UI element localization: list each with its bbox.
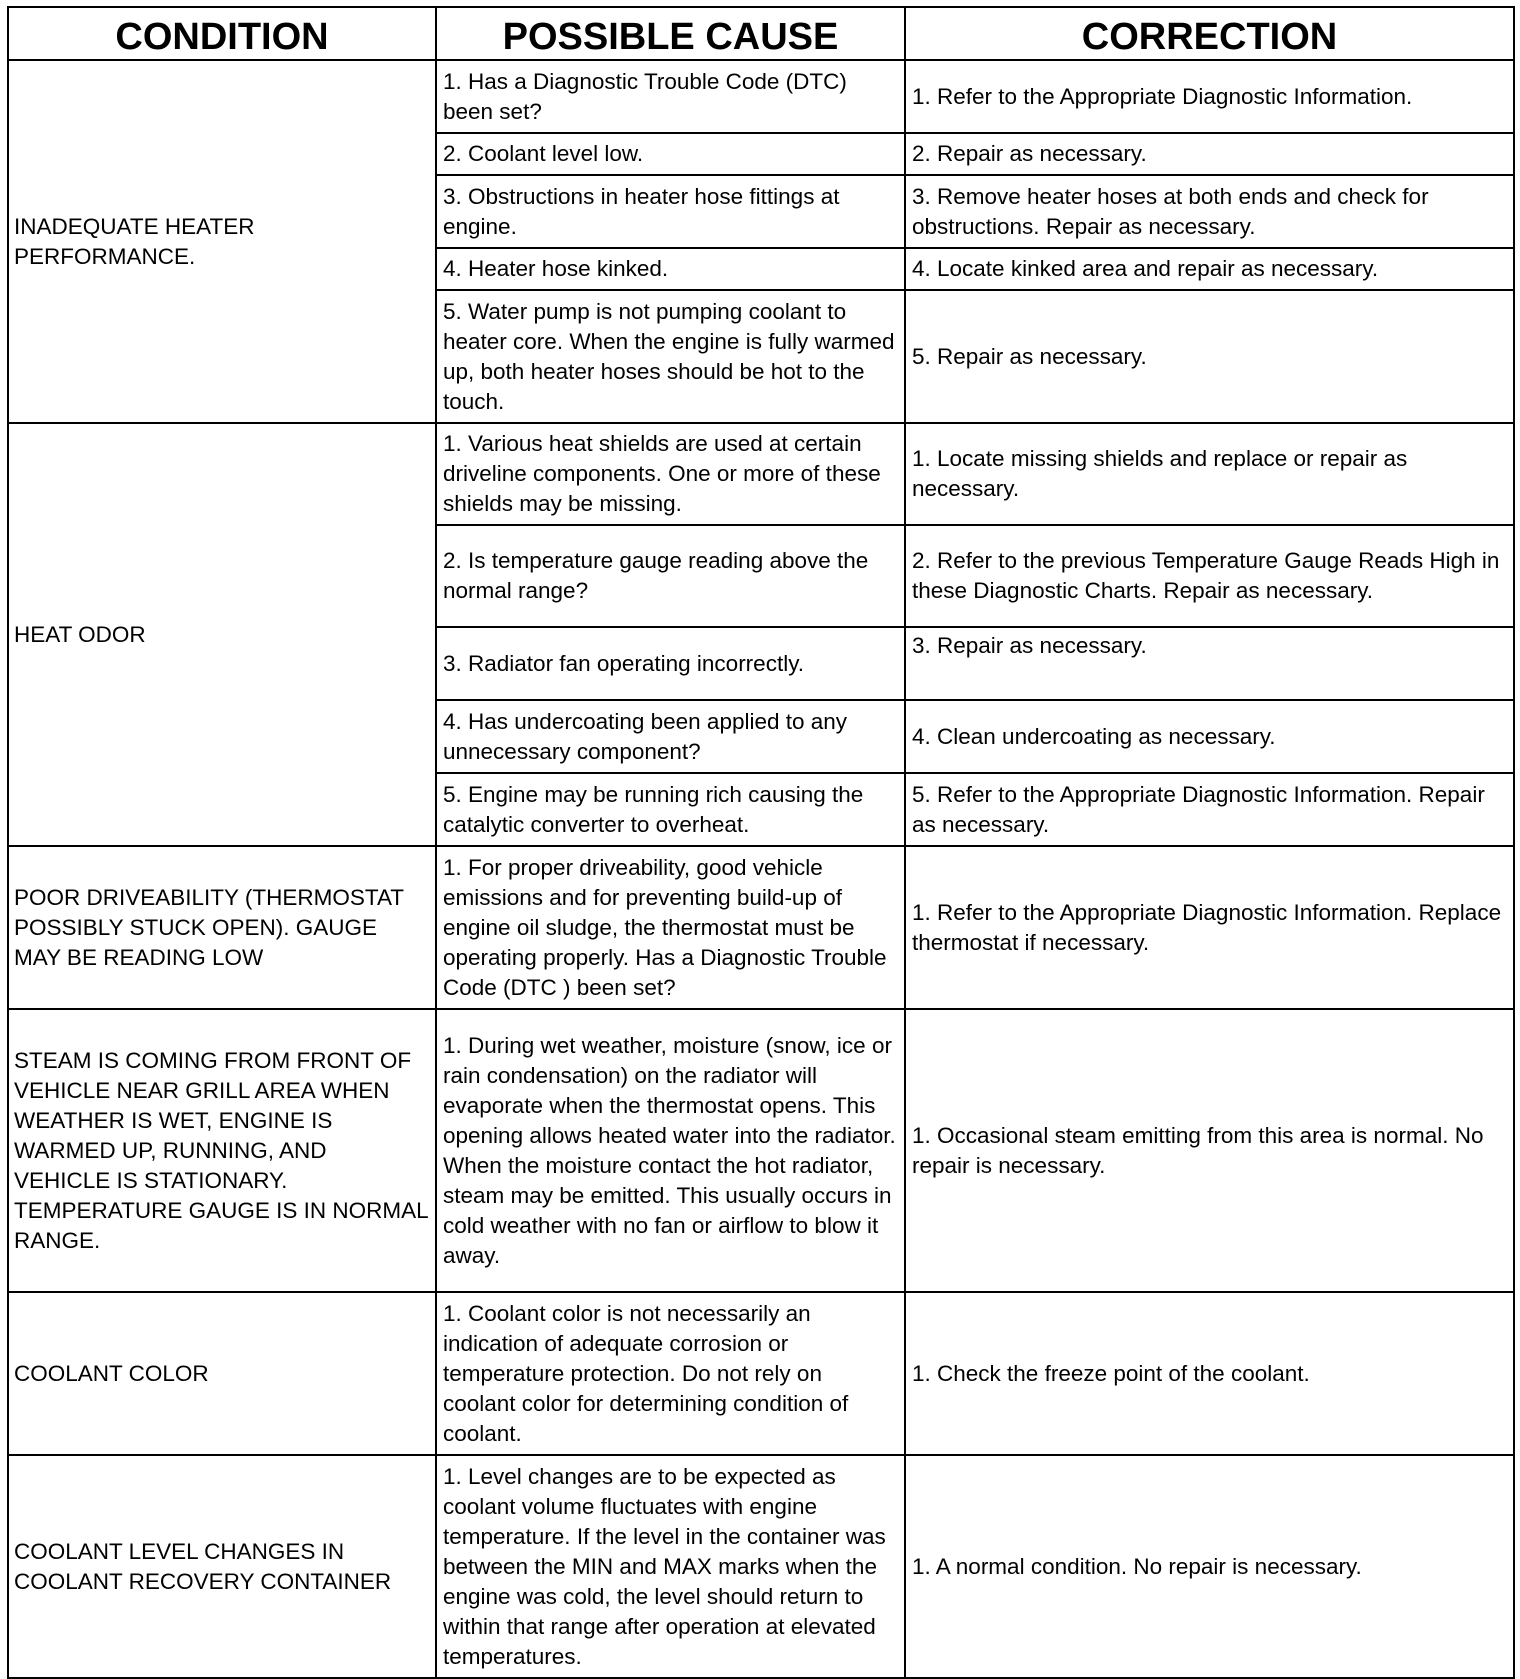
correction-cell: 1. Occasional steam emitting from this area is normal. No repair is necessary. bbox=[905, 1009, 1514, 1292]
cause-cell: 5. Engine may be running rich causing the catalytic converter to overheat. bbox=[436, 773, 905, 846]
correction-cell: 1. Refer to the Appropriate Diagnostic Information. bbox=[905, 60, 1514, 133]
cause-cell: 1. Level changes are to be expected as coolant volume fluctuates with engine temperature. If the level in the container was between the MIN and MAX marks when the engine was cold, the level should return to within that range after operation at elevated temperatures. bbox=[436, 1455, 905, 1678]
cause-cell: 2. Coolant level low. bbox=[436, 133, 905, 175]
cause-cell: 1. During wet weather, moisture (snow, ice or rain condensation) on the radiator will evaporate when the thermostat opens. This opening allows heated water into the radiator. When the moisture contact the hot radiator, steam may be emitted. This usually occurs in cold weather with no fan or airflow to blow it away. bbox=[436, 1009, 905, 1292]
condition-cell: HEAT ODOR bbox=[8, 423, 436, 846]
correction-cell: 4. Clean undercoating as necessary. bbox=[905, 700, 1514, 773]
table-row bbox=[8, 1009, 1514, 1292]
condition-cell: COOLANT LEVEL CHANGES IN COOLANT RECOVERY CONTAINER bbox=[8, 1455, 436, 1678]
condition-cell: STEAM IS COMING FROM FRONT OF VEHICLE NEAR GRILL AREA WHEN WEATHER IS WET, ENGINE IS WARMED UP, RUNNING, AND VEHICLE IS STATIONARY. TEMPERATURE GAUGE IS IN NORMAL RANGE. bbox=[8, 1009, 436, 1292]
correction-cell: 2. Repair as necessary. bbox=[905, 133, 1514, 175]
cause-cell: 1. For proper driveability, good vehicle emissions and for preventing build-up of engine oil sludge, the thermostat must be operating properly. Has a Diagnostic Trouble Code (DTC ) been set? bbox=[436, 846, 905, 1009]
condition-cell: COOLANT COLOR bbox=[8, 1292, 436, 1455]
header-correction: CORRECTION bbox=[905, 7, 1514, 60]
cause-cell: 5. Water pump is not pumping coolant to heater core. When the engine is fully warmed up, both heater hoses should be hot to the touch. bbox=[436, 290, 905, 423]
condition-cell: INADEQUATE HEATER PERFORMANCE. bbox=[8, 60, 436, 423]
correction-cell: 1. A normal condition. No repair is necessary. bbox=[905, 1455, 1514, 1678]
cause-cell: 1. Coolant color is not necessarily an indication of adequate corrosion or temperature protection. Do not rely on coolant color for determining condition of coolant. bbox=[436, 1292, 905, 1455]
correction-cell: 5. Repair as necessary. bbox=[905, 290, 1514, 423]
cause-cell: 4. Heater hose kinked. bbox=[436, 248, 905, 290]
table-row bbox=[8, 423, 1514, 525]
diagnostic-table bbox=[7, 6, 1515, 1679]
table-row bbox=[8, 1292, 1514, 1455]
header-possible-cause: POSSIBLE CAUSE bbox=[436, 7, 905, 60]
cause-cell: 1. Various heat shields are used at certain driveline components. One or more of these shields may be missing. bbox=[436, 423, 905, 525]
correction-cell: 3. Remove heater hoses at both ends and check for obstructions. Repair as necessary. bbox=[905, 175, 1514, 248]
header-row bbox=[8, 7, 1514, 60]
cause-cell: 1. Has a Diagnostic Trouble Code (DTC) been set? bbox=[436, 60, 905, 133]
table-row bbox=[8, 846, 1514, 1009]
correction-cell: 4. Locate kinked area and repair as necessary. bbox=[905, 248, 1514, 290]
cause-cell: 3. Radiator fan operating incorrectly. bbox=[436, 627, 905, 700]
table-row bbox=[8, 1455, 1514, 1678]
correction-cell: 5. Refer to the Appropriate Diagnostic Information. Repair as necessary. bbox=[905, 773, 1514, 846]
correction-cell: 1. Check the freeze point of the coolant. bbox=[905, 1292, 1514, 1455]
cause-cell: 3. Obstructions in heater hose fittings at engine. bbox=[436, 175, 905, 248]
correction-cell: 3. Repair as necessary. bbox=[905, 627, 1514, 700]
correction-cell: 1. Locate missing shields and replace or repair as necessary. bbox=[905, 423, 1514, 525]
header-condition: CONDITION bbox=[8, 7, 436, 60]
table-row bbox=[8, 60, 1514, 133]
cause-cell: 2. Is temperature gauge reading above the normal range? bbox=[436, 525, 905, 627]
condition-cell: POOR DRIVEABILITY (THERMOSTAT POSSIBLY STUCK OPEN). GAUGE MAY BE READING LOW bbox=[8, 846, 436, 1009]
cause-cell: 4. Has undercoating been applied to any unnecessary component? bbox=[436, 700, 905, 773]
correction-cell: 2. Refer to the previous Temperature Gauge Reads High in these Diagnostic Charts. Repair as necessary. bbox=[905, 525, 1514, 627]
correction-cell: 1. Refer to the Appropriate Diagnostic Information. Replace thermostat if necessary. bbox=[905, 846, 1514, 1009]
